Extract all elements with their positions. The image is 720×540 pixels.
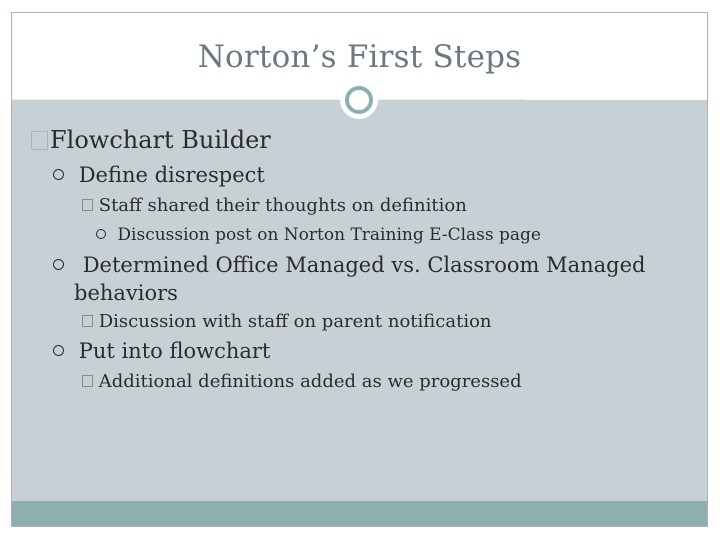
list-item [82,311,492,332]
list-item [53,163,265,187]
divider-line-right [380,99,525,100]
list-item [53,253,645,277]
square-bullet-icon [31,131,48,150]
list-item [96,225,541,245]
list-item-text: Discussion with staff on parent notification [98,311,492,332]
circle-ring [345,86,373,114]
slide-title: Norton’s First Steps [197,39,522,75]
ring-bullet-icon [53,169,64,180]
circle-ornament-icon [340,81,378,119]
list-item-text: Staff shared their thoughts on definition [98,195,467,216]
list-item-text: Discussion post on Norton Training E-Class page [117,225,541,245]
list-item-text: Determined Office Managed vs. Classroom Managed [82,253,646,277]
footer-bar [12,501,707,526]
ring-bullet-icon [53,345,64,356]
list-item [82,371,522,392]
list-item [53,339,270,363]
square-bullet-icon [82,199,93,211]
list-item [82,195,467,216]
list-item-continuation [74,281,178,305]
square-bullet-icon [82,375,93,387]
list-item-text: Put into flowchart [78,339,271,363]
list-item-text: Define disrespect [78,163,265,187]
ring-bullet-icon [96,229,106,239]
square-bullet-icon [82,315,93,327]
ring-bullet-icon [53,259,64,270]
heading-row [31,126,271,154]
divider-line-left [12,99,338,100]
list-item-text: Additional definitions added as we progressed [98,371,522,392]
heading-text: Flowchart Builder [50,126,271,154]
list-item-text: behaviors [74,281,178,305]
